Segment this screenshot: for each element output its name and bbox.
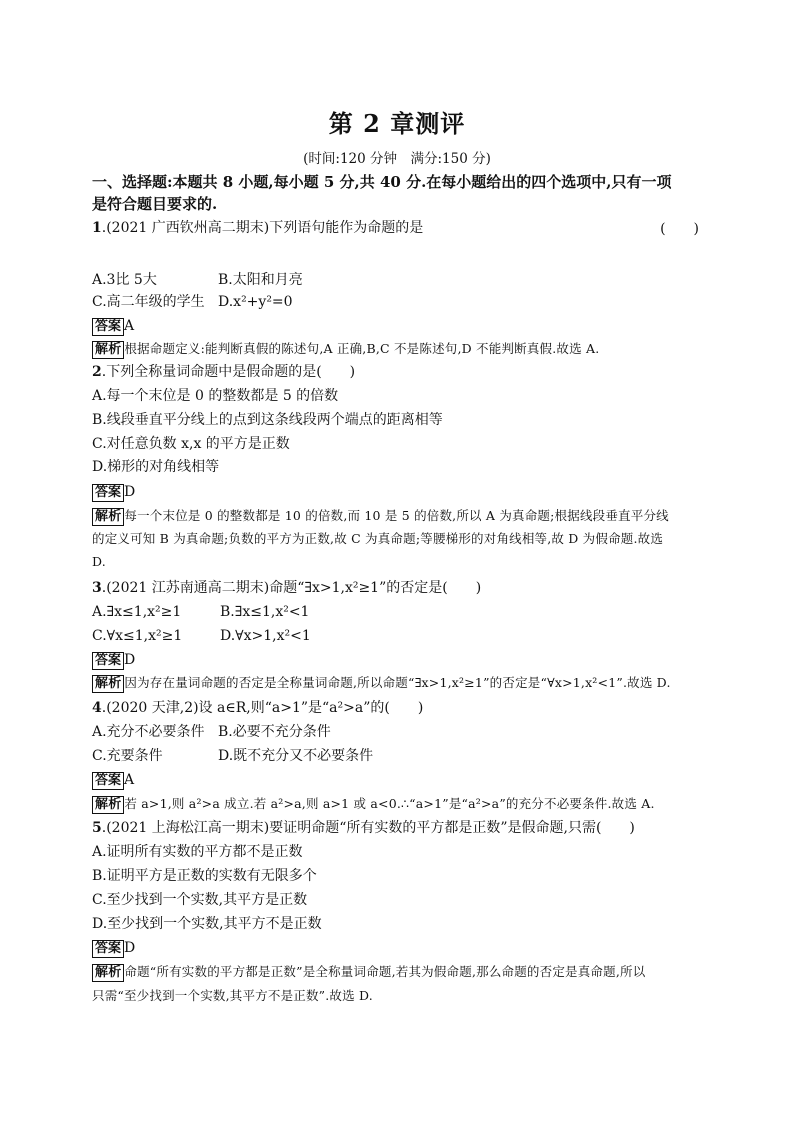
question-text: .(2021 上海松江高一期末)要证明命题“所有实数的平方都是正数”是假命题,只需( ) (101, 820, 635, 836)
question-2-analysis-line1 (92, 506, 669, 526)
answer-value: D (124, 484, 136, 500)
question-1-options-row1 (92, 270, 303, 290)
option-d: D.x²+y²=0 (218, 294, 293, 310)
option-d: D.至少找到一个实数,其平方不是正数 (92, 916, 322, 932)
option-d: D.既不充分又不必要条件 (218, 748, 374, 764)
question-number: 4 (92, 700, 102, 716)
option-c: C.∀x≤1,x²≥1 (92, 628, 183, 644)
question-text: .下列全称量词命题中是假命题的是( ) (101, 364, 356, 380)
question-5-analysis-line1 (92, 962, 645, 982)
question-2-analysis-line2: 的定义可知 B 为真命题;负数的平方为正数,故 C 为真命题;等腰梯形的对角线相等,故 D 为假命题.故选 (92, 531, 664, 546)
option-a: A.3比 5大 (92, 272, 157, 288)
question-number: 2 (92, 364, 102, 380)
analysis-text: 命题“所有实数的平方都是正数”是全称量词命题,若其为假命题,那么命题的否定是真命题,所以 (124, 964, 646, 979)
option-b: B.必要不充分条件 (218, 724, 331, 740)
question-number: 5 (92, 820, 102, 836)
question-4-answer (92, 770, 134, 790)
analysis-text: 因为存在量词命题的否定是全称量词命题,所以命题“∃x>1,x²≥1”的否定是“∀x>1,x²<1”.故选 D. (124, 675, 671, 690)
question-1-analysis (92, 339, 599, 359)
question-text: .(2020 天津,2)设 a∈R,则“a>1”是“a²>a”的( ) (101, 700, 424, 716)
analysis-tag: 解析 (92, 964, 124, 982)
answer-blank: ( ) (660, 221, 699, 237)
option-d: D.梯形的对角线相等 (92, 459, 220, 475)
option-c: C.至少找到一个实数,其平方是正数 (92, 892, 308, 908)
question-1-stem (92, 218, 423, 238)
option-c: C.对任意负数 x,x 的平方是正数 (92, 436, 290, 452)
answer-value: D (124, 652, 136, 668)
question-text: .(2021 江苏南通高二期末)命题“∃x>1,x²≥1”的否定是( ) (101, 580, 482, 596)
option-c: C.充要条件 (92, 748, 163, 764)
question-3-options-row2 (92, 626, 311, 646)
question-5-analysis-line2: 只需“至少找到一个实数,其平方不是正数”.故选 D. (92, 988, 373, 1003)
analysis-text: 根据命题定义:能判断真假的陈述句,A 正确,B,C 不是陈述句,D 不能判断真假.故选 A. (124, 341, 600, 356)
option-b: B.线段垂直平分线上的点到这条线段两个端点的距离相等 (92, 412, 443, 428)
analysis-text: 每一个末位是 0 的整数都是 10 的倍数,而 10 是 5 的倍数,所以 A 为真命题;根据线段垂直平分线 (124, 508, 669, 523)
answer-tag: 答案 (92, 484, 124, 502)
option-a: A.充分不必要条件 (92, 724, 205, 740)
question-3-analysis (92, 673, 671, 693)
question-2-analysis-line3: D. (92, 554, 106, 569)
question-4-stem (92, 698, 423, 718)
analysis-tag: 解析 (92, 508, 124, 526)
option-b: B.∃x≤1,x²<1 (220, 604, 310, 620)
question-3-answer (92, 650, 135, 670)
question-4-options-row1 (92, 722, 331, 742)
option-a: A.证明所有实数的平方都不是正数 (92, 844, 303, 860)
answer-tag: 答案 (92, 652, 124, 670)
option-c: C.高二年级的学生 (92, 294, 205, 310)
question-number: 1 (92, 220, 102, 236)
analysis-tag: 解析 (92, 796, 124, 814)
question-text: .(2021 广西钦州高二期末)下列语句能作为命题的是 (101, 220, 424, 236)
answer-value: A (124, 318, 135, 334)
answer-value: A (124, 772, 135, 788)
section-heading-line2: 是符合题目要求的. (92, 195, 218, 213)
question-4-options-row2 (92, 746, 373, 766)
question-1-answer (92, 316, 134, 336)
answer-tag: 答案 (92, 772, 124, 790)
answer-value: D (124, 940, 136, 956)
question-1-options-row2 (92, 292, 293, 312)
question-5-answer (92, 938, 135, 958)
answer-tag: 答案 (92, 318, 124, 336)
answer-tag: 答案 (92, 940, 124, 958)
section-heading-line1: 一、选择题:本题共 8 小题,每小题 5 分,共 40 分.在每小题给出的四个选项中,只有一项 (92, 173, 672, 191)
question-3-stem (92, 578, 481, 598)
option-a: A.∃x≤1,x²≥1 (92, 604, 182, 620)
option-b: B.太阳和月亮 (218, 272, 303, 288)
question-5-stem (92, 818, 635, 838)
analysis-tag: 解析 (92, 341, 124, 359)
question-2-stem (92, 362, 355, 382)
option-b: B.证明平方是正数的实数有无限多个 (92, 868, 317, 884)
question-3-options-row1 (92, 602, 309, 622)
option-d: D.∀x>1,x²<1 (220, 628, 311, 644)
page-title: 第 2 章测评 (328, 109, 466, 138)
analysis-tag: 解析 (92, 675, 124, 693)
question-2-answer (92, 482, 135, 502)
question-4-analysis (92, 794, 655, 814)
analysis-text: 若 a>1,则 a²>a 成立.若 a²>a,则 a>1 或 a<0.∴“a>1”是“a²>a”的充分不必要条件.故选 A. (124, 796, 655, 811)
option-a: A.每一个末位是 0 的整数都是 5 的倍数 (92, 388, 339, 404)
exam-info: (时间:120 分钟 满分:150 分) (303, 151, 491, 167)
question-number: 3 (92, 580, 102, 596)
